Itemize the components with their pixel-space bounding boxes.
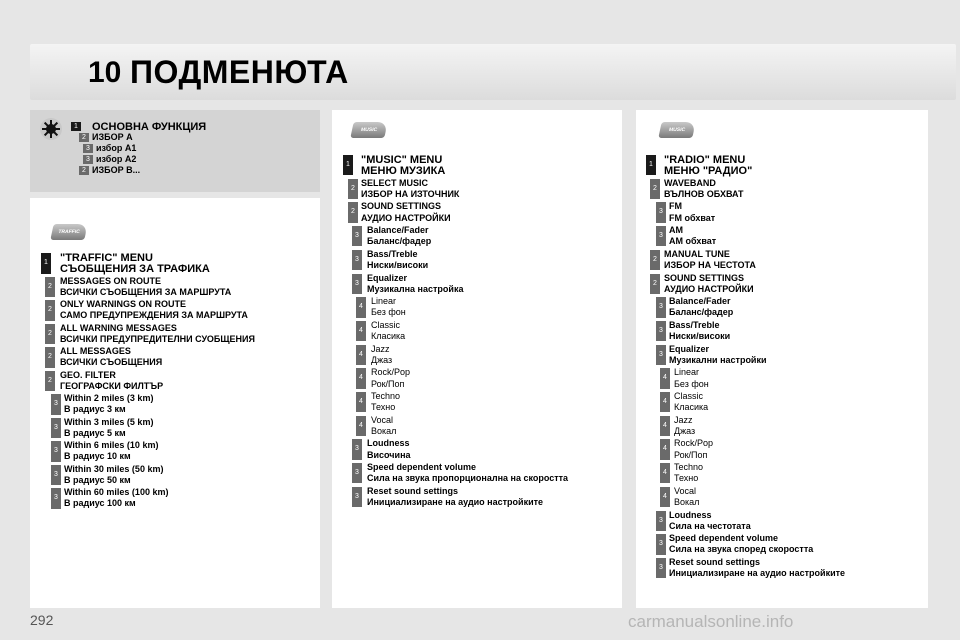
menu-entry: Equalizer: [367, 272, 408, 283]
menu-entry: "RADIO" MENU: [664, 154, 746, 166]
level-badge: 3: [352, 463, 362, 483]
menu-entry: Speed dependent volume: [367, 462, 477, 473]
menu-entry: Linear: [371, 296, 397, 307]
level-badge: 1: [343, 155, 353, 175]
menu-entry: SOUND SETTINGS: [361, 201, 442, 212]
menu-entry: Jazz: [371, 343, 390, 354]
level-badge: 1: [71, 122, 81, 131]
menu-entry: Сила на звука пропорционална на скоростта: [367, 473, 569, 484]
menu-entry: В радиус 100 км: [64, 498, 136, 509]
menu-entry: Баланс/фадер: [367, 236, 432, 247]
level-badge: 4: [660, 463, 670, 483]
level-badge: 2: [348, 202, 358, 222]
level-badge: 3: [656, 297, 666, 317]
level-badge: 4: [356, 416, 366, 436]
menu-entry: Speed dependent volume: [669, 533, 779, 544]
menu-entry: Jazz: [674, 414, 693, 425]
level-badge: 2: [348, 179, 358, 199]
menu-entry: ALL MESSAGES: [60, 346, 131, 356]
menu-entry: Без фон: [674, 378, 709, 389]
menu-entry: Рок/Поп: [371, 378, 405, 389]
menu-entry: ИЗБОР B...: [92, 165, 141, 175]
menu-entry: Вокал: [371, 425, 397, 436]
level-badge: 2: [650, 250, 660, 270]
level-badge: 4: [660, 392, 670, 412]
menu-entry: SELECT MUSIC: [361, 177, 429, 188]
menu-entry: Джаз: [371, 354, 393, 365]
menu-entry: Loudness: [367, 438, 410, 449]
page-number: 292: [30, 612, 54, 628]
level-badge: 2: [79, 166, 89, 175]
menu-entry: Within 2 miles (3 km): [64, 393, 154, 403]
menu-entry: Ниски/високи: [367, 260, 429, 270]
level-badge: 3: [352, 274, 362, 294]
level-badge: 3: [51, 394, 61, 415]
level-badge: 2: [45, 277, 55, 298]
menu-entry: В радиус 10 км: [64, 451, 131, 462]
radio-icon: MUSIC: [658, 122, 695, 138]
menu-entry: Rock/Pop: [674, 438, 714, 449]
menu-entry: Bass/Treble: [367, 248, 418, 259]
menu-entry: ONLY WARNINGS ON ROUTE: [60, 299, 187, 309]
menu-entry: FM обхват: [669, 212, 716, 223]
menu-entry: FM: [669, 201, 682, 212]
level-badge: 4: [356, 345, 366, 365]
menu-entry: Класика: [371, 331, 406, 342]
menu-entry: Vocal: [371, 414, 394, 425]
level-badge: 4: [660, 439, 670, 459]
menu-entry: Музикални настройки: [669, 354, 767, 365]
menu-entry: Reset sound settings: [367, 485, 459, 496]
level-badge: 3: [51, 418, 61, 439]
menu-entry: МЕНЮ МУЗИКА: [361, 165, 446, 178]
level-badge: 4: [356, 392, 366, 412]
level-badge: 1: [41, 253, 51, 274]
menu-entry: ВЪЛНОВ ОБХВАТ: [664, 188, 744, 199]
menu-entry: Баланс/фадер: [669, 307, 734, 318]
page-title: ПОДМЕНЮТА: [130, 54, 349, 90]
level-badge: 4: [660, 487, 670, 507]
menu-entry: АУДИО НАСТРОЙКИ: [361, 212, 451, 223]
menu-entry: В радиус 5 км: [64, 427, 126, 438]
menu-entry: ВСИЧКИ СЪОБЩЕНИЯ: [60, 357, 163, 368]
menu-entry: ИЗБОР НА ЧЕСТОТА: [664, 260, 756, 270]
menu-entry: Сила на звука според скоростта: [669, 544, 814, 555]
menu-entry: Техно: [371, 402, 396, 413]
level-badge: 1: [646, 155, 656, 175]
menu-entry: MESSAGES ON ROUTE: [60, 275, 162, 286]
level-badge: 3: [656, 534, 666, 554]
menu-entry: Vocal: [674, 485, 697, 496]
traffic-icon: TRAFFIC: [50, 224, 87, 240]
menu-entry: Loudness: [669, 509, 712, 520]
level-badge: 2: [45, 300, 55, 321]
menu-entry: Джаз: [674, 425, 696, 436]
menu-entry: GEO. FILTER: [60, 369, 116, 380]
menu-entry: Музикална настройка: [367, 283, 464, 294]
menu-entry: В радиус 3 км: [64, 404, 126, 415]
level-badge: 4: [356, 321, 366, 341]
watermark: carmanualsonline.info: [628, 612, 794, 631]
menu-entry: Инициализиране на аудио настройките: [367, 497, 544, 507]
menu-entry: Рок/Поп: [674, 449, 708, 460]
level-badge: 3: [656, 202, 666, 222]
level-badge: 4: [660, 368, 670, 388]
music-icon: MUSIC: [350, 122, 387, 138]
menu-entry: ВСИЧКИ СЪОБЩЕНИЯ ЗА МАРШРУТА: [60, 286, 232, 297]
level-badge: 3: [51, 441, 61, 462]
level-badge: 3: [51, 465, 61, 486]
menu-entry: Balance/Fader: [367, 225, 429, 236]
level-badge: 3: [51, 488, 61, 509]
level-badge: 3: [352, 226, 362, 246]
level-badge: 4: [660, 416, 670, 436]
level-badge: 2: [650, 274, 660, 294]
chapter-number: 10: [88, 56, 122, 89]
level-badge: 2: [45, 347, 55, 368]
menu-entry: АУДИО НАСТРОЙКИ: [664, 283, 754, 294]
menu-entry: ГЕОГРАФСКИ ФИЛТЪР: [60, 380, 164, 391]
menu-entry: "MUSIC" MENU: [361, 154, 443, 166]
menu-entry: Височина: [367, 449, 411, 460]
menu-entry: Techno: [371, 391, 401, 401]
menu-entry: Techno: [674, 462, 704, 473]
level-badge: 3: [656, 345, 666, 365]
level-badge: 2: [45, 324, 55, 345]
menu-entry: Bass/Treble: [669, 319, 720, 330]
menu-entry: Balance/Fader: [669, 296, 731, 307]
menu-entry: AM: [669, 225, 683, 236]
level-badge: 3: [656, 226, 666, 246]
menu-entry: САМО ПРЕДУПРЕЖДЕНИЯ ЗА МАРШРУТА: [60, 310, 248, 321]
menu-entry: ИЗБОР НА ИЗТОЧНИК: [361, 188, 460, 199]
menu-entry: Вокал: [674, 497, 700, 507]
level-badge: 3: [352, 439, 362, 459]
menu-entry: избор A2: [96, 154, 137, 164]
menu-entry: ALL WARNING MESSAGES: [60, 322, 177, 333]
menu-entry: SOUND SETTINGS: [664, 272, 745, 283]
level-badge: 4: [356, 297, 366, 317]
menu-entry: Сила на честотата: [669, 520, 751, 531]
menu-entry: MANUAL TUNE: [664, 248, 730, 259]
level-badge: 3: [352, 487, 362, 507]
menu-entry: Within 3 miles (5 km): [64, 416, 154, 427]
menu-entry: Техно: [674, 473, 699, 484]
level-badge: 3: [656, 511, 666, 531]
level-badge: 2: [45, 371, 55, 392]
level-badge: 2: [79, 133, 89, 142]
menu-entry: Без фон: [371, 307, 406, 318]
menu-entry: Класика: [674, 402, 709, 413]
menu-entry: WAVEBAND: [664, 177, 716, 188]
level-badge: 3: [352, 250, 362, 270]
level-badge: 3: [656, 558, 666, 578]
menu-entry: Equalizer: [669, 343, 710, 354]
menu-entry: МЕНЮ "РАДИО": [664, 165, 753, 178]
menu-entry: Within 60 miles (100 km): [64, 487, 169, 497]
level-badge: 2: [650, 179, 660, 199]
menu-entry: СЪОБЩЕНИЯ ЗА ТРАФИКА: [60, 263, 210, 276]
menu-entry: избор A1: [96, 143, 137, 153]
menu-entry: Ниски/високи: [669, 331, 731, 342]
menu-entry: AM обхват: [669, 236, 717, 247]
menu-entry: В радиус 50 км: [64, 474, 131, 485]
level-badge: 4: [356, 368, 366, 388]
menu-entry: Classic: [674, 391, 704, 401]
menu-entry: ОСНОВНА ФУНКЦИЯ: [92, 121, 207, 133]
level-badge: 3: [83, 155, 93, 164]
menu-entry: Linear: [674, 367, 700, 378]
settings-icon: [40, 118, 62, 140]
menu-entry: Within 6 miles (10 km): [64, 440, 159, 450]
menu-entry: ИЗБОР A: [92, 132, 133, 142]
level-badge: 3: [83, 144, 93, 153]
level-badge: 3: [656, 321, 666, 341]
menu-entry: Reset sound settings: [669, 556, 761, 567]
menu-entry: "TRAFFIC" MENU: [60, 252, 153, 264]
menu-entry: ВСИЧКИ ПРЕДУПРЕДИТЕЛНИ СУОБЩЕНИЯ: [60, 333, 255, 344]
menu-entry: Within 30 miles (50 km): [64, 463, 164, 474]
menu-entry: Rock/Pop: [371, 367, 411, 378]
menu-entry: Инициализиране на аудио настройките: [669, 568, 846, 579]
menu-entry: Classic: [371, 319, 401, 330]
